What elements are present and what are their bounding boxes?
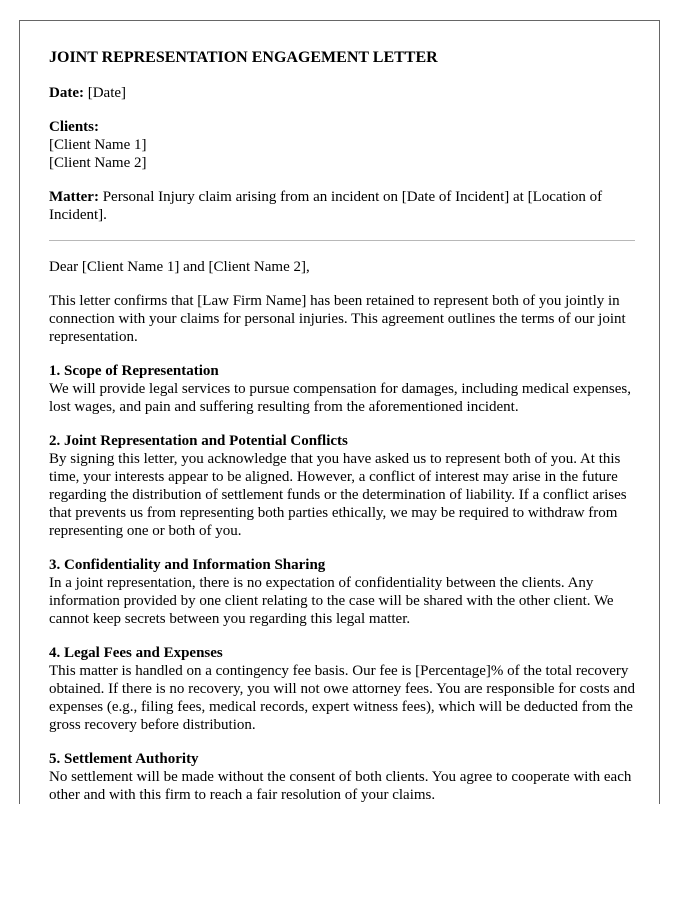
matter-value: Personal Injury claim arising from an incident on [Date of Incident] at [Location of Incident]. (49, 189, 603, 223)
section-confidentiality (49, 556, 635, 628)
section-fees (49, 644, 635, 734)
date-value: [Date] (87, 85, 127, 101)
section-scope (49, 362, 635, 416)
matter-label: Matter: (49, 189, 99, 205)
section-heading: 3. Confidentiality and Information Sharing (49, 557, 326, 573)
letter-title: JOINT REPRESENTATION ENGAGEMENT LETTER (49, 49, 438, 66)
section-body: In a joint representation, there is no expectation of confidentiality between the clients. Any information provided by one client relating to the case will be shared with the other client. We cannot keep secrets between you regarding this legal matter. (49, 575, 614, 627)
letter-page (19, 20, 660, 804)
section-conflicts (49, 432, 635, 540)
date-field (49, 84, 635, 102)
section-heading: 4. Legal Fees and Expenses (49, 645, 223, 661)
intro-paragraph: This letter confirms that [Law Firm Name] has been retained to represent both of you jointly in connection with your claims for personal injuries. This agreement outlines the terms of our joint representation. (49, 293, 626, 345)
matter-field (49, 188, 635, 224)
header-divider (49, 240, 635, 241)
letter-content (49, 48, 635, 804)
client-name-2: [Client Name 2] (49, 155, 147, 171)
section-body: No settlement will be made without the consent of both clients. You agree to cooperate with each other and with this firm to reach a fair resolution of your claims. (49, 769, 632, 803)
section-body: By signing this letter, you acknowledge that you have asked us to represent both of you. At this time, your interests appear to be aligned. However, a conflict of interest may arise in the future regarding the distribution of settlement funds or the determination of liability. If a conflict arises that prevents us from representing both parties ethically, we may be required to withdraw from representing one or both of you. (49, 451, 627, 539)
date-label: Date: (49, 85, 84, 101)
clients-block (49, 118, 635, 172)
clients-label: Clients: (49, 119, 99, 135)
section-settlement (49, 750, 635, 804)
section-heading: 5. Settlement Authority (49, 751, 199, 767)
client-name-1: [Client Name 1] (49, 137, 147, 153)
section-body: We will provide legal services to pursue compensation for damages, including medical expenses, lost wages, and pain and suffering resulting from the aforementioned incident. (49, 381, 631, 415)
section-body: This matter is handled on a contingency fee basis. Our fee is [Percentage]% of the total recovery obtained. If there is no recovery, you will not owe attorney fees. You are responsible for costs and expenses (e.g., filing fees, medical records, expert witness fees), which will be deducted from the gross recovery before distribution. (49, 663, 635, 733)
section-heading: 1. Scope of Representation (49, 363, 219, 379)
section-heading: 2. Joint Representation and Potential Conflicts (49, 433, 348, 449)
salutation: Dear [Client Name 1] and [Client Name 2], (49, 259, 310, 275)
